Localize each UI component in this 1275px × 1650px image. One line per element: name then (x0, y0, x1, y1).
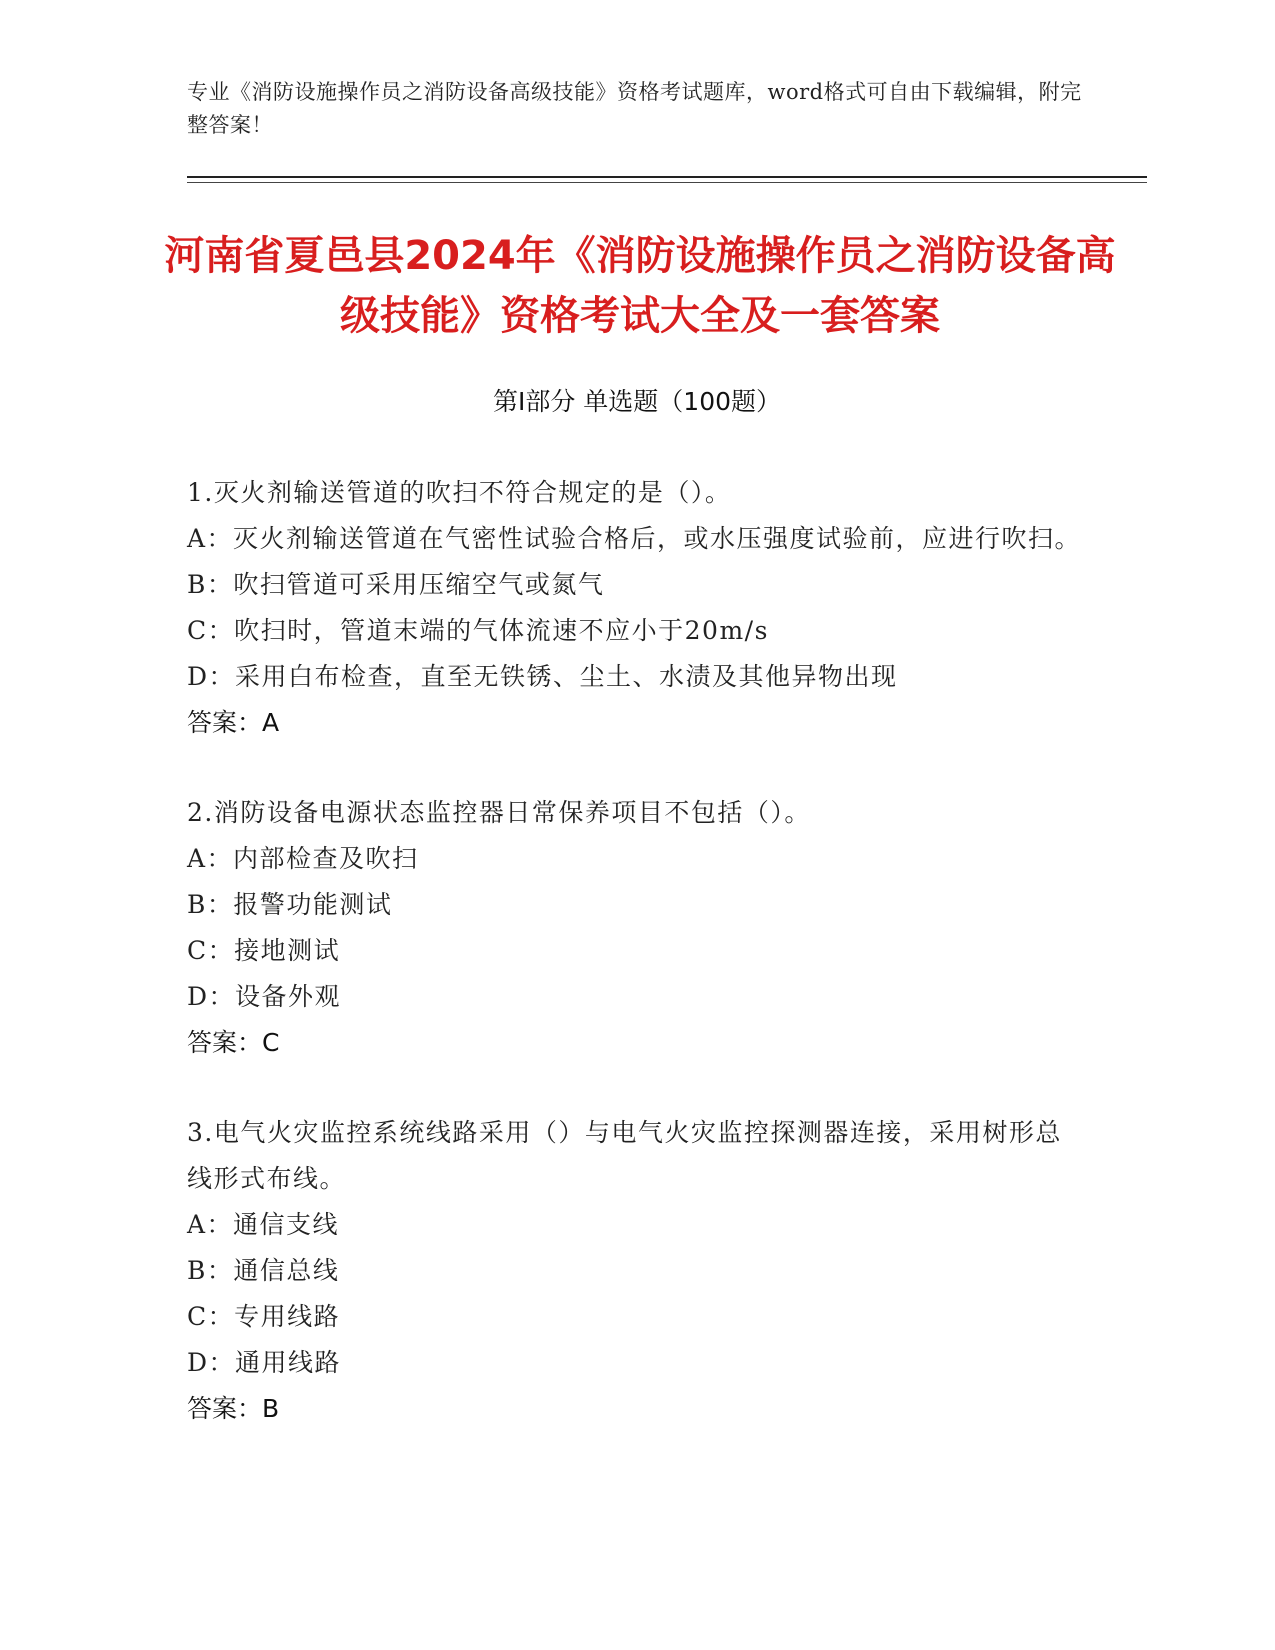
answer-line: 答案：A (187, 708, 280, 737)
question-stem: 3.电气火灾监控系统线路采用（）与电气火灾监控探测器连接，采用树形总线形式布线。 (187, 1118, 1062, 1193)
option-c: C：吹扫时，管道末端的气体流速不应小于20m/s (187, 616, 769, 645)
section-heading: 第Ⅰ部分 单选题（100题） (492, 387, 782, 416)
question-item (187, 470, 1087, 746)
question-item (187, 1110, 1087, 1432)
option-b: B：通信总线 (187, 1256, 340, 1285)
header-divider-thick (187, 176, 1147, 178)
answer-line: 答案：C (187, 1028, 280, 1057)
question-stem: 1.灭火剂输送管道的吹扫不符合规定的是（）。 (187, 478, 732, 507)
header-note: 专业《消防设施操作员之消防设备高级技能》资格考试题库，word格式可自由下载编辑，附完整答案！ (187, 80, 1082, 137)
question-item (187, 790, 1087, 1066)
option-a: A：内部检查及吹扫 (187, 844, 419, 873)
option-a: A：通信支线 (187, 1210, 340, 1239)
question-stem: 2.消防设备电源状态监控器日常保养项目不包括（）。 (187, 798, 811, 827)
option-d: D：设备外观 (187, 982, 342, 1011)
option-c: C：专用线路 (187, 1302, 341, 1331)
header-divider-thin (187, 182, 1147, 183)
answer-line: 答案：B (187, 1394, 280, 1423)
option-d: D：通用线路 (187, 1348, 342, 1377)
question-list (187, 470, 1087, 1476)
option-a: A：灭火剂输送管道在气密性试验合格后，或水压强度试验前，应进行吹扫。 (187, 524, 1082, 553)
option-b: B：报警功能测试 (187, 890, 393, 919)
option-b: B：吹扫管道可采用压缩空气或氮气 (187, 570, 605, 599)
document-title: 河南省夏邑县2024年《消防设施操作员之消防设备高级技能》资格考试大全及一套答案 (164, 233, 1116, 339)
option-c: C：接地测试 (187, 936, 341, 965)
option-d: D：采用白布检查，直至无铁锈、尘土、水渍及其他异物出现 (187, 662, 898, 691)
